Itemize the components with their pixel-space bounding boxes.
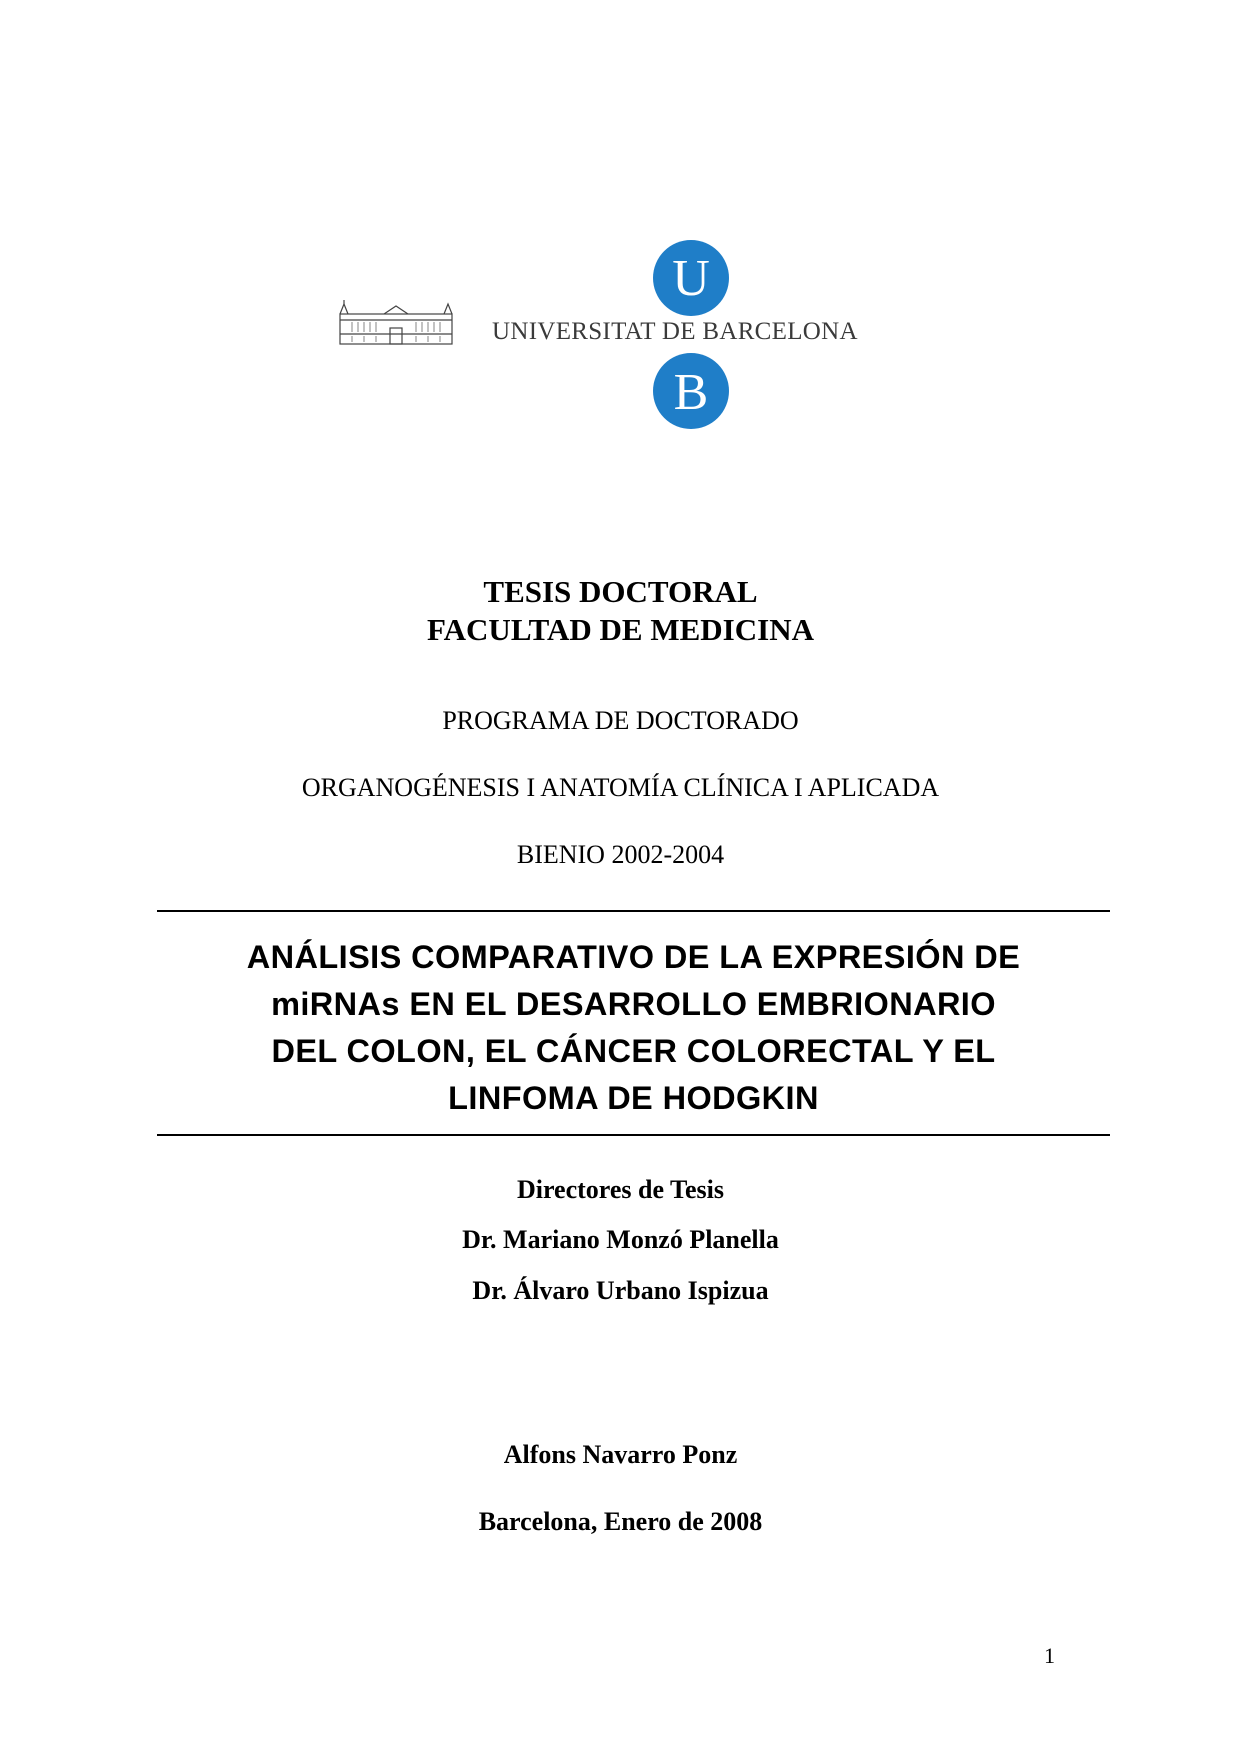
program-label: PROGRAMA DE DOCTORADO [442,706,799,735]
directors-heading: Directores de Tesis [516,1175,725,1204]
director-name: Dr. Mariano Monzó Planella [462,1225,779,1254]
thesis-title-line: ANÁLISIS COMPARATIVO DE LA EXPRESIÓN DE [246,939,1021,975]
thesis-title [157,934,1110,1122]
page-number: 1 [1044,1643,1055,1668]
thesis-title-line: DEL COLON, EL CÁNCER COLORECTAL Y EL [271,1033,996,1069]
thesis-title-line: LINFOMA DE HODGKIN [448,1080,819,1116]
logo-u-letter: U [672,250,710,307]
logo-u-circle [653,240,729,316]
thesis-title-line: miRNAs EN EL DESARROLLO EMBRIONARIO [271,986,996,1022]
director-name: Dr. Álvaro Urbano Ispizua [472,1276,769,1305]
title-top-rule [157,910,1110,912]
university-name: UNIVERSITAT DE BARCELONA [492,318,858,345]
header-line-thesis: TESIS DOCTORAL [483,574,758,609]
header-line-faculty: FACULTAD DE MEDICINA [427,612,814,647]
logo-b-circle [653,353,729,429]
author-name: Alfons Navarro Ponz [503,1440,738,1469]
logo-b-letter: B [673,364,709,421]
title-bottom-rule [157,1134,1110,1136]
program-name: ORGANOGÉNESIS I ANATOMÍA CLÍNICA I APLICADA [301,773,940,802]
place-date: Barcelona, Enero de 2008 [478,1507,763,1536]
university-building-icon [338,298,454,346]
program-period: BIENIO 2002-2004 [516,840,725,869]
